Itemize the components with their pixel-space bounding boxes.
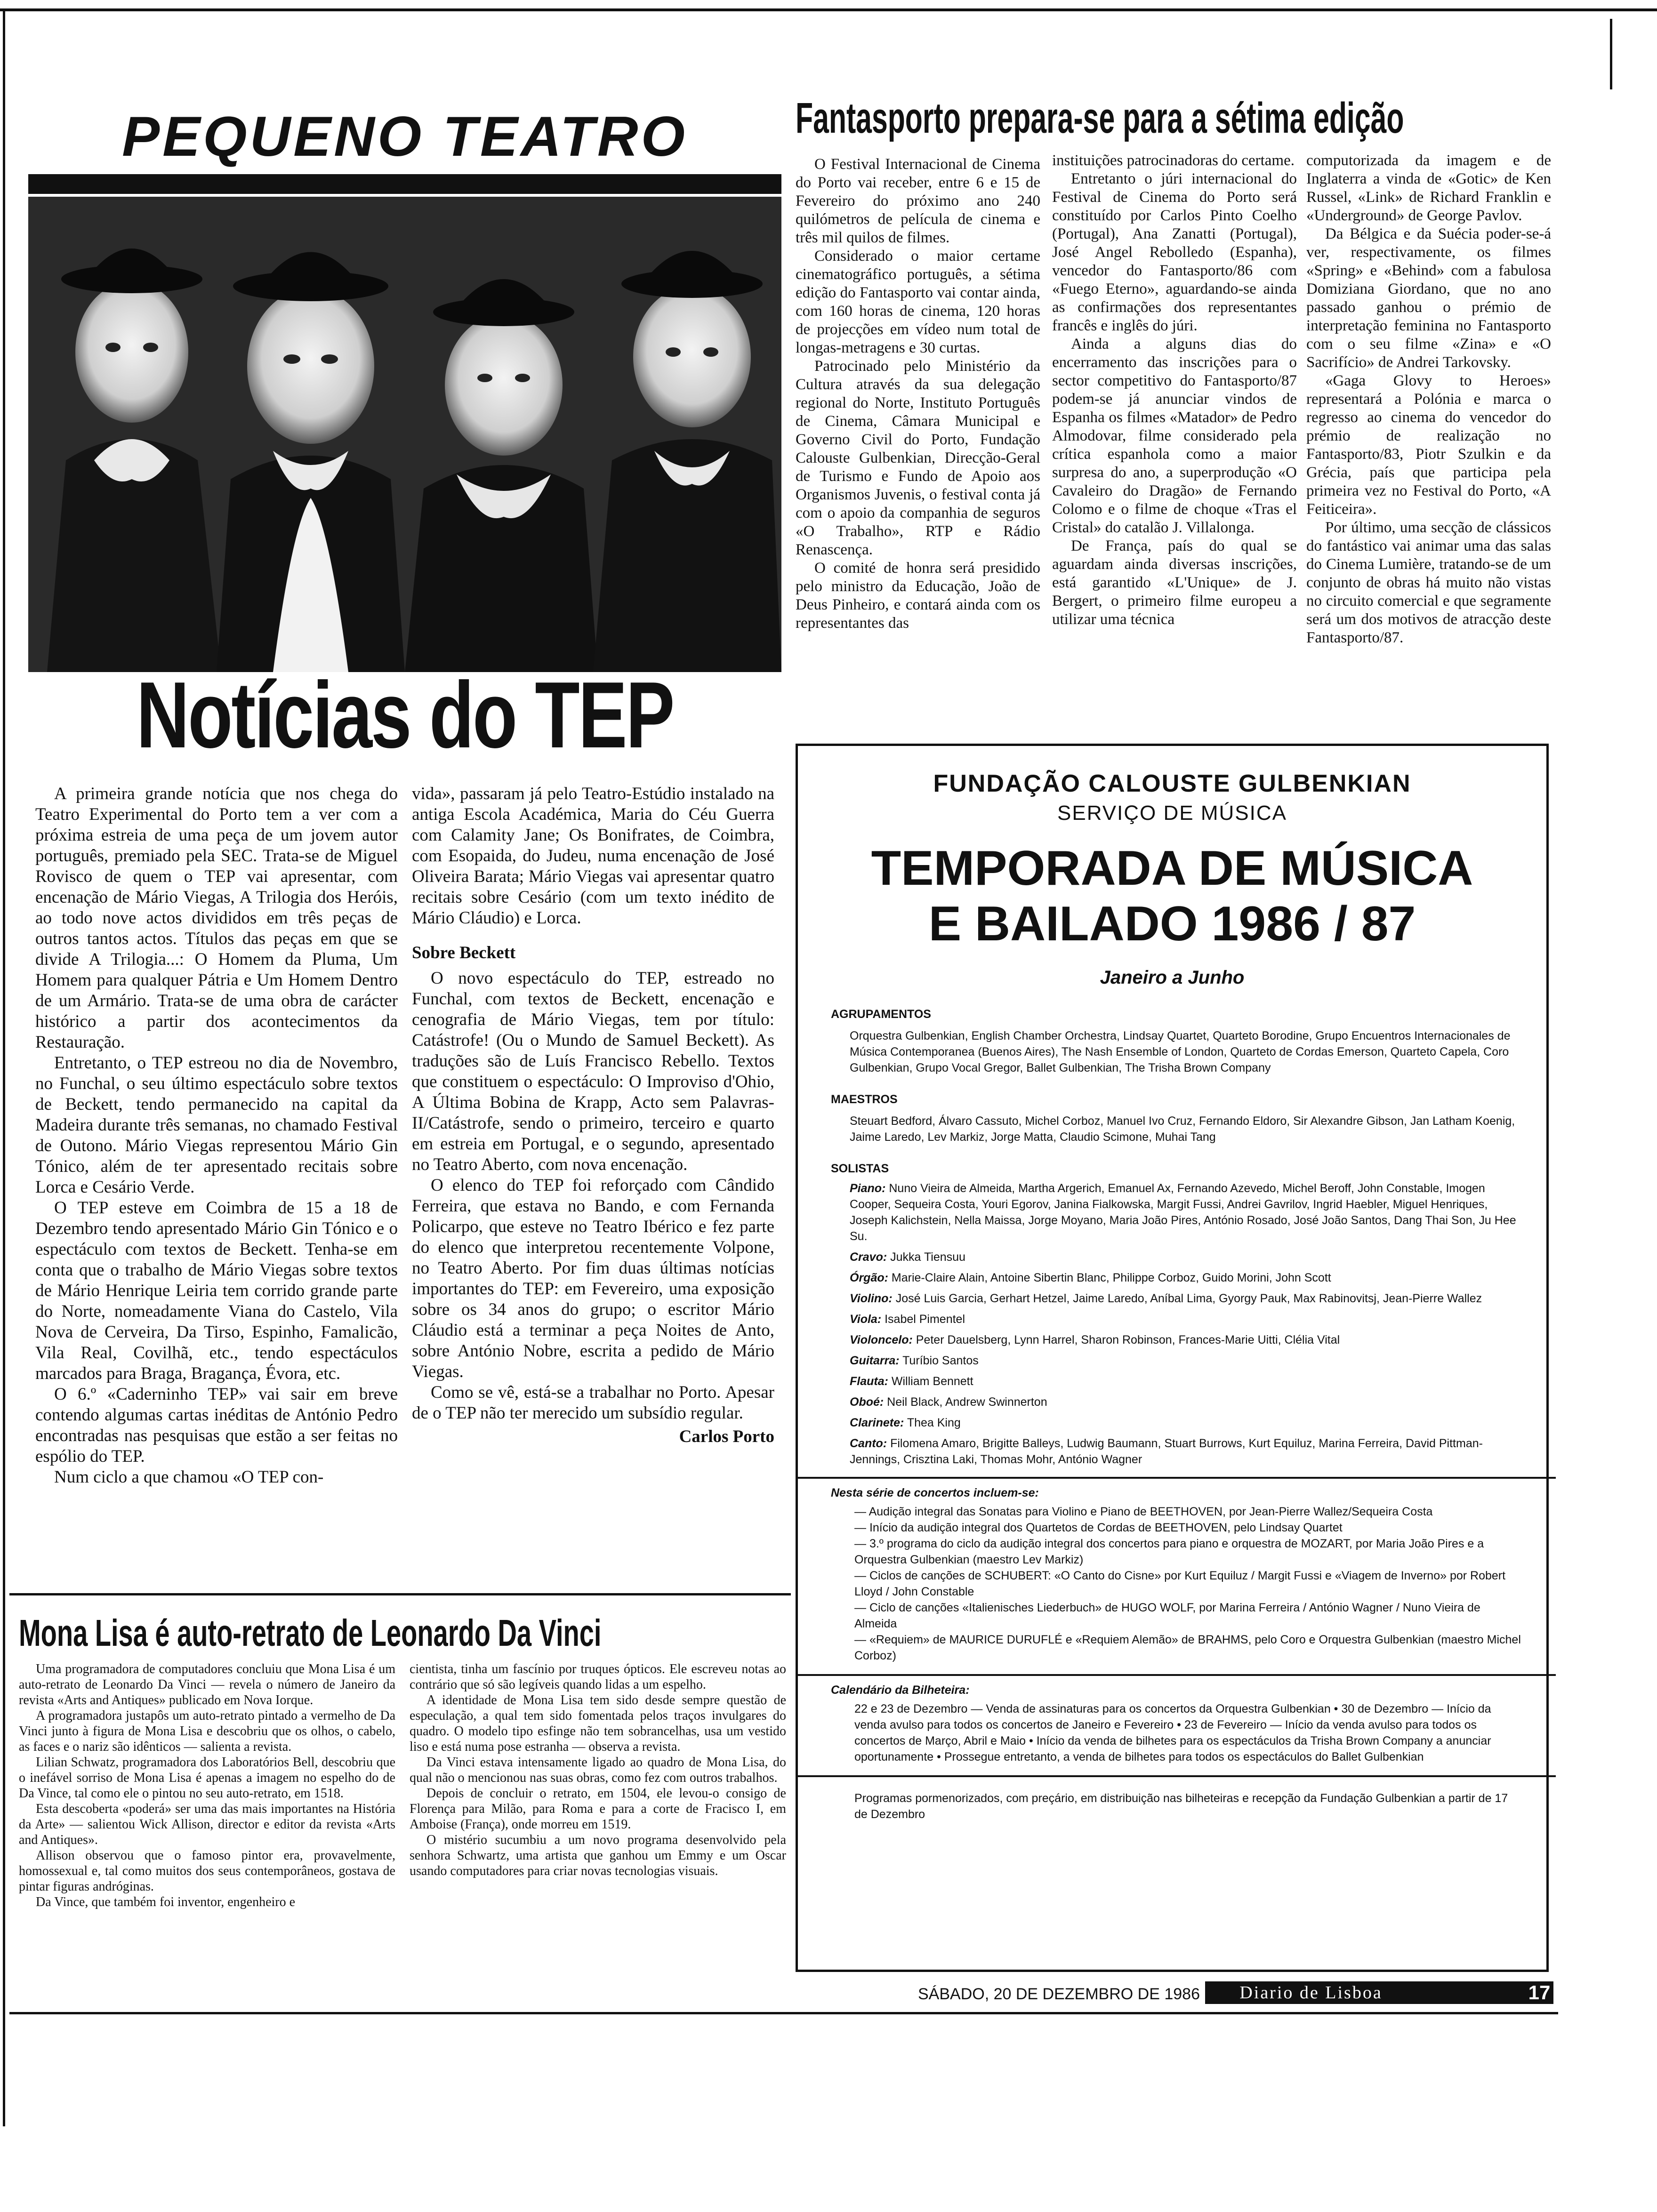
- serie-list: [831, 1504, 1523, 1664]
- ad-org: FUNDAÇÃO CALOUSTE GULBENKIAN: [933, 770, 1411, 797]
- mona-lisa-headline: Mona Lisa é auto-retrato de Leonardo Da Vinci: [19, 1612, 602, 1654]
- fantasporto-column-3: [1306, 152, 1551, 647]
- tep-paragraph: vida», passaram já pelo Teatro-Estúdio instalado na antiga Escola Académica, Maria do Céu Guerra com Calamity Jane; Os Bonifrates, de Coimbra, com Esopaida, do Judeu, numa encenação de José Oliveira Barata; Mário Viegas vai apresentar quatro recitais sobre Cesário (com um texto inédito de Mário Cláudio) e Lorca.: [412, 784, 774, 928]
- fantasporto-paragraph: Considerado o maior certame cinematográfico português, a sétima edição do Fantasporto vai contar ainda, com 160 horas de cinema, 120 horas de projecções em vídeo num total de longas-metragens e 30 curtas.: [796, 248, 1040, 356]
- soloist-row: Piano: Nuno Vieira de Almeida, Martha Argerich, Emanuel Ax, Fernando Azevedo, Michel Beroff, John Constable, Imogen Cooper, Sequeira Costa, Youri Egorov, Janina Fialkowska, Margit Fussi, Andrei Gavrilov, Ingrid Haebler, Miguel Henriques, Joseph Kalichstein, Nella Maissa, Jorge Moyano, Maria João Pires, António Rosado, José João Santos, Dang Thai Son, Ju Hee Su.: [850, 1182, 1516, 1243]
- tep-subheading: Sobre Beckett: [412, 943, 516, 962]
- mona-lisa-paragraph: Lilian Schwatz, programadora dos Laboratórios Bell, descobriu que o inefável sorriso de Mona Lisa é apenas a imagem no espelho do de Da Vince, tal como ele o pintou no seu auto-retrato, em 1518.: [19, 1755, 395, 1801]
- tep-performers-photo: [28, 197, 781, 672]
- fantasporto-paragraph: O comité de honra será presidido pelo ministro da Educação, João de Deus Pinheiro, e contará ainda com os representantes das: [796, 560, 1040, 632]
- serie-item: — Início da audição integral dos Quartetos de Cordas de BEETHOVEN, pelo Lindsay Quartet: [854, 1521, 1343, 1534]
- solistas-list: [831, 1180, 1523, 1467]
- author-signature: Carlos Porto: [679, 1427, 774, 1446]
- fantasporto-paragraph: Da Bélgica e da Suécia poder-se-á ver, respectivamente, os filmes «Spring» e «Behind» com a fabulosa Domiziana Giordano, que no ano passado ganhou o prémio de interpretação feminina no Fantasporto com o seu filme «Zina» e «O Sacrifício» de Andrei Tarkovsky.: [1306, 225, 1551, 371]
- ad-period: Janeiro a Junho: [1100, 967, 1245, 988]
- agrupamentos-label: AGRUPAMENTOS: [831, 1008, 931, 1021]
- newspaper-masthead: Diario de Lisboa: [1205, 1981, 1417, 2004]
- mona-lisa-paragraph: A identidade de Mona Lisa tem sido desde sempre questão de especulação, a qual tem sido fomentada pelos traços invulgares do quadro. O modelo tipo esfinge não tem sobrancelhas, usa um vestido liso e está numa pose estranha — observa a revista.: [410, 1693, 786, 1754]
- mona-lisa-column-2: [410, 1661, 786, 1879]
- banner-bar: [28, 174, 781, 194]
- mona-lisa-paragraph: Da Vince, que também foi inventor, engenheiro e: [36, 1895, 296, 1909]
- serie-item: — Audição integral das Sonatas para Violino e Piano de BEETHOVEN, por Jean-Pierre Wallez/Sequeira Costa: [854, 1505, 1433, 1518]
- maestros-list: Steuart Bedford, Álvaro Cassuto, Michel Corboz, Manuel Ivo Cruz, Fernando Eldoro, Sir Alexandre Gibson, Jan Latham Koenig, Jaime Laredo, Lev Markiz, Jorge Matta, Claudio Scimone, Muhai Tang: [850, 1114, 1515, 1144]
- tep-paragraph: O TEP esteve em Coimbra de 15 a 18 de Dezembro tendo apresentado Mário Gin Tónico e o espectáculo com textos de Beckett. Tenha-se em conta que o trabalho de Mário Viegas sobre textos de Mário Henrique Leiria tem corrido grande parte do Norte, nomeadamente Viana do Castelo, Vila Nova de Cerveira, Da Tirso, Espinho, Famalicão, Vila Real, Covilhã, etc., tendo espectáculos marcados para Braga, Bragança, Évora, etc.: [35, 1198, 398, 1383]
- footer-bar: [1417, 1981, 1525, 2004]
- ad-body: [831, 1008, 1523, 1822]
- tep-column-2: [412, 784, 774, 1447]
- tep-paragraph: O 6.º «Caderninho TEP» vai sair em breve contendo algumas cartas inéditas de António Pedro encontradas nas pesquisas que estão a ser feitas no espólio do TEP.: [35, 1385, 398, 1466]
- page-number: 17: [1525, 1981, 1553, 2004]
- fantasporto-paragraph: instituições patrocinadoras do certame.: [1052, 152, 1295, 169]
- solistas-label: SOLISTAS: [831, 1162, 889, 1175]
- soloist-row: Flauta: William Bennett: [850, 1375, 973, 1388]
- fantasporto-column-1: [796, 155, 1040, 633]
- fantasporto-paragraph: De França, país do qual se aguardam ainda diversas inscrições, está garantido «L'Unique» de J. Bergert, o primeiro filme europeu a utilizar uma técnica: [1052, 537, 1297, 628]
- agrupamentos-list: Orquestra Gulbenkian, English Chamber Orchestra, Lindsay Quartet, Quarteto Borodine, Grupo Encuentros Internacionales de Música Contemporanea (Buenos Aires), The Nash Ensemble of London, Quarteto de Cordas Emerson, Quarteto Capela, Coro Gulbenkian, Grupo Vocal Gregor, Ballet Gulbenkian, The Trisha Brown Company: [850, 1029, 1511, 1074]
- ad-service: SERVIÇO DE MÚSICA: [1057, 801, 1287, 825]
- fantasporto-column-2: [1052, 152, 1297, 629]
- serie-item: — «Requiem» de MAURICE DURUFLÉ e «Requiem Alemão» de BRAHMS, pelo Coro e Orquestra Gulbenkian (maestro Michel Corboz): [854, 1633, 1521, 1662]
- ad-title-line-2: E BAILADO 1986 / 87: [928, 897, 1416, 951]
- fantasporto-paragraph: computorizada da imagem e de Inglaterra a vinda de «Gotic» de Ken Russel, «Link» de Richard Franklin e «Underground» de George Pavlov.: [1306, 152, 1551, 224]
- tep-paragraph: Como se vê, está-se a trabalhar no Porto. Apesar de o TEP não ter merecido um subsídio regular.: [412, 1383, 774, 1423]
- serie-label: Nesta série de concertos incluem-se:: [831, 1486, 1039, 1499]
- mona-lisa-paragraph: Allison observou que o famoso pintor era, provavelmente, homossexual e, tal como muitos dos seus contemporâneos, gostava de pintar figuras andróginas.: [19, 1848, 395, 1894]
- mona-lisa-paragraph: Esta descoberta «poderá» ser uma das mais importantes na História da Arte» — salientou Wick Allison, director e editor da revista «Arts and Antiques».: [19, 1802, 395, 1847]
- soloist-row: Clarinete: Thea King: [850, 1416, 961, 1429]
- soloist-row: Cravo: Jukka Tiensuu: [850, 1250, 965, 1264]
- fantasporto-paragraph: O Festival Internacional de Cinema do Porto vai receber, entre 6 e 15 de Fevereiro do próximo ano 240 quilómetros de película de cinema e três mil quilos de filmes.: [796, 156, 1040, 246]
- serie-item: — Ciclos de canções de SCHUBERT: «O Canto do Cisne» por Kurt Equiluz / Margit Fussi e «Viagem de Inverno» por Robert Lloyd / John Constable: [854, 1569, 1506, 1598]
- mona-lisa-paragraph: A programadora justapôs um auto-retrato pintado a vermelho de Da Vinci junto à figura de Mona Lisa e descobriu que os olhos, o cabelo, as faces e o nariz são idênticos — salienta a revista.: [19, 1708, 395, 1754]
- soloist-row: Viola: Isabel Pimentel: [850, 1313, 965, 1326]
- calendario-text: 22 e 23 de Dezembro — Venda de assinaturas para os concertos da Orquestra Gulbenkian • 30 de Dezembro — Início da venda avulso para todos os concertos de Janeiro e Fevereiro • 23 de Fevereiro — Início da venda avulso para todos os concertos de Março, Abril e Maio • Início da venda de bilhetes para os espectáculos da Trisha Brown Company a anunciar oportunamente • Prossegue entretanto, a venda de bilhetes para todos os espectáculos do Ballet Gulbenkian: [854, 1702, 1491, 1763]
- mona-lisa-paragraph: O mistério sucumbiu a um novo programa desenvolvido pela senhora Schwartz, uma artista que ganhou um Emmy e um Oscar usando computadores para criar novas tecnologias visuais.: [410, 1833, 786, 1878]
- soloist-row: Violoncelo: Peter Dauelsberg, Lynn Harrel, Sharon Robinson, Frances-Marie Uitti, Clélia Vital: [850, 1333, 1340, 1346]
- mona-lisa-paragraph: cientista, tinha um fascínio por truques ópticos. Ele escreveu notas ao contrário que só são legíveis quando lidas a um espelho.: [410, 1662, 786, 1692]
- ad-footer-text: Programas pormenorizados, com preçário, em distribuição nas bilheteiras e recepção da Fundação Gulbenkian a partir de 17 de Dezembro: [854, 1792, 1508, 1821]
- mona-lisa-paragraph: Da Vinci estava intensamente ligado ao quadro de Mona Lisa, do qual não o mencionou nas suas obras, como fez com outros trabalhos.: [410, 1755, 786, 1785]
- fantasporto-headline: Fantasporto prepara-se para a sétima edição: [796, 94, 1404, 142]
- maestros-label: MAESTROS: [831, 1093, 898, 1106]
- serie-item: — Ciclo de canções «Italienisches Liederbuch» de HUGO WOLF, por Marina Ferreira / António Wagner / Nuno Vieira de Almeida: [854, 1601, 1480, 1630]
- fantasporto-paragraph: Por último, uma secção de clássicos do fantástico vai animar uma das salas do Cinema Lumière, tratando-se de um conjunto de obras há muito não vistas no circuito comercial e que segramente será um dos motivos de atracção deste Fantasporto/87.: [1306, 519, 1551, 646]
- soloist-row: Órgão: Marie-Claire Alain, Antoine Sibertin Blanc, Philippe Corboz, Guido Morini, John Scott: [850, 1271, 1331, 1284]
- soloist-row: Canto: Filomena Amaro, Brigitte Balleys, Ludwig Baumann, Stuart Burrows, Kurt Equiluz, Marina Ferreira, David Pittman-Jennings, Crisztina Laki, Thomas Mohr, António Wagner: [850, 1437, 1483, 1466]
- gulbenkian-advertisement: [796, 744, 1549, 1972]
- mona-lisa-paragraph: Depois de concluir o retrato, em 1504, ele levou-o consigo de Florença para Milão, para Roma e para a corte de Fracisco I, em Amboise (França), onde morreu em 1519.: [410, 1786, 786, 1832]
- tep-paragraph: A primeira grande notícia que nos chega do Teatro Experimental do Porto tem a ver com a próxima estreia de uma peça de um jovem autor português, premiado pela SEC. Trata-se de Miguel Rovisco de quem o TEP vai apresentar, com encenação de Mário Viegas, A Trilogia dos Heróis, ao todo nove actos divididos em três peças de outros tantos actos. Títulos das peças em que se divide A Trilogia...: O Homem da Pluma, Um Homem para qualquer Pátria e Um Homem Dentro de um Armário. Trata-se de uma obra de carácter histórico a partir dos acontecimentos da Restauração.: [35, 784, 398, 1052]
- mona-lisa-paragraph: Uma programadora de computadores concluiu que Mona Lisa é um auto-retrato de Leonardo Da Vinci — revela o número de Janeiro da revista «Arts and Antiques» publicado em Nova Iorque.: [19, 1662, 395, 1707]
- fantasporto-paragraph: Ainda a alguns dias do encerramento das inscrições para o sector competitivo do Fantasporto/87 podem-se já anunciar vindos de Espanha os filmes «Matador» de Pedro Almodovar, filme considerado pela crítica espanhola como a maior surpresa do ano, a superprodução «O Cavaleiro do Dragão» de Fernando Colomo e o filme de choque «Tras el Cristal» do catalão J. Villalonga.: [1052, 336, 1297, 536]
- ad-title-line-1: TEMPORADA DE MÚSICA: [871, 841, 1473, 896]
- fantasporto-paragraph: «Gaga Glovy to Heroes» representará a Polónia e marca o regresso ao cinema do vencedor do prémio de realização no Fantasporto/83, Piotr Szulkin e da Grécia, país que participa pela primeira vez no Festival do Porto, «A Feiticeira».: [1306, 372, 1551, 518]
- footer-date: SÁBADO, 20 DE DEZEMBRO DE 1986: [918, 1985, 1200, 2003]
- tep-headline: Notícias do TEP: [136, 663, 674, 768]
- soloist-row: Violino: José Luis Garcia, Gerhart Hetzel, Jaime Laredo, Aníbal Lima, Gyorgy Pauk, Max Rabinovitsj, Jean-Pierre Wallez: [850, 1292, 1482, 1305]
- calendario-label: Calendário da Bilheteira:: [831, 1683, 970, 1697]
- tep-paragraph: Entretanto, o TEP estreou no dia de Novembro, no Funchal, o seu último espectáculo sobre textos de Beckett, tendo permanecido na capital da Madeira durante três semanas, no chamado Festival de Outono. Mário Viegas representou Mário Gin Tónico, além de ter apresentado recitais sobre Lorca e Cesário Verde.: [35, 1053, 398, 1197]
- tep-paragraph: O elenco do TEP foi reforçado com Cândido Ferreira, que estava no Bando, e com Fernanda Policarpo, que esteve no Teatro Ibérico e fez parte do elenco que interpretou recentemente Volpone, no Teatro Aberto. Por fim duas últimas notícias importantes do TEP: em Fevereiro, uma exposição sobre os 34 anos do grupo; o escritor Mário Cláudio está a terminar a peça Noites de Anto, sobre António Nobre, escrita a pedido de Mário Viegas.: [412, 1176, 774, 1381]
- tep-paragraph: O novo espectáculo do TEP, estreado no Funchal, com textos de Beckett, encenação e cenografia de Mário Viegas, tem por título: Catástrofe! (Ou o Mundo de Samuel Beckett). As traduções são de Luís Francisco Rebello. Textos que constituem o espectáculo: O Improviso d'Ohio, A Última Bobina de Krapp, Acto sem Palavras-II/Catástrofe, sendo o primeiro, terceiro e quarto em estreia em Portugal, e o segundo, apresentado no Teatro Aberto, com nova encenação.: [412, 969, 774, 1174]
- mona-lisa-column-1: [19, 1661, 395, 1910]
- fantasporto-paragraph: Entretanto o júri internacional do Festival de Cinema do Porto será constituído por Carlos Pinto Coelho (Portugal), Ana Zanatti (Portugal), José Angel Rebolledo (Espanha), vencedor do Fantasporto/86 com «Fuego Eterno», aguardando-se ainda as confirmações dos representantes francês e inglês do júri.: [1052, 170, 1297, 334]
- tep-column-1: [35, 784, 398, 1488]
- fantasporto-paragraph: Patrocinado pelo Ministério da Cultura através da sua delegação regional do Norte, Instituto Português de Cinema, Câmara Municipal e Governo Civil do Porto, Fundação Calouste Gulbenkian, Direcção-Geral de Turismo e Fundo de Apoio aos Organismos Juvenis, o festival conta já com o apoio da companhia de seguros «O Trabalho», RTP e Rádio Renascença.: [796, 358, 1040, 558]
- serie-item: — 3.º programa do ciclo da audição integral dos concertos para piano e orquestra de MOZART, por Maria João Pires e a Orquestra Gulbenkian (maestro Lev Markiz): [854, 1537, 1484, 1566]
- soloist-row: Guitarra: Turíbio Santos: [850, 1354, 979, 1367]
- performers-image: [28, 197, 781, 672]
- tep-paragraph: Num ciclo a que chamou «O TEP con-: [54, 1467, 324, 1487]
- soloist-row: Oboé: Neil Black, Andrew Swinnerton: [850, 1395, 1047, 1409]
- section-banner: PEQUENO TEATRO: [122, 105, 688, 168]
